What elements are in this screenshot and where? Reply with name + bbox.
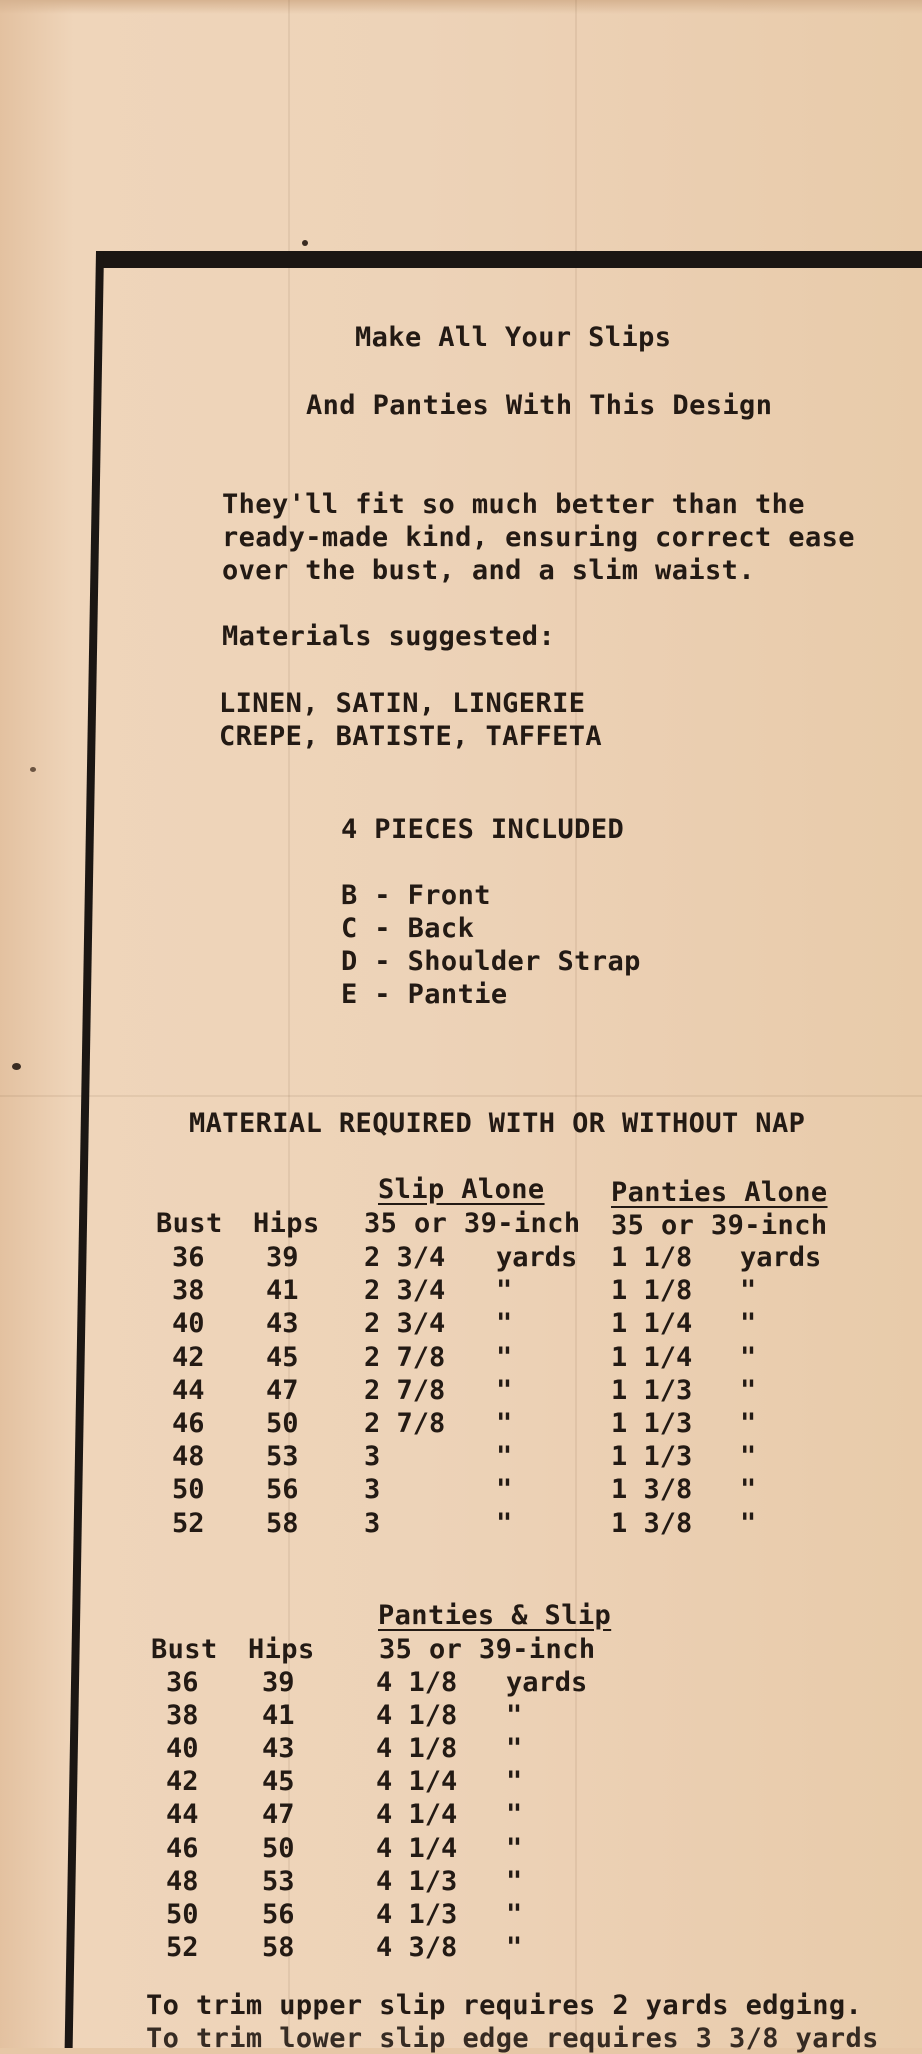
paper-speck [30, 767, 36, 772]
cell-yards: 4 3/8 [376, 1931, 458, 1963]
cell-yards: 4 1/8 [376, 1700, 458, 1732]
title-line-2: And Panties With This Design [306, 390, 773, 421]
cell-unit: " [506, 1865, 523, 1897]
piece-item: C - Back [341, 913, 475, 944]
cell-bust: 44 [166, 1799, 199, 1831]
cell-bust: 46 [166, 1832, 199, 1864]
cell-hips: 56 [266, 1474, 299, 1506]
cell-panties-unit: " [740, 1341, 757, 1373]
cell-yards: 4 1/8 [376, 1667, 458, 1698]
cell-slip-yards: 3 [364, 1507, 381, 1539]
footer-line-1: To trim upper slip requires 2 yards edging. [146, 1990, 863, 2021]
cell-bust: 52 [172, 1507, 205, 1539]
title-line-1: Make All Your Slips [355, 322, 672, 353]
cell-panties-yards: 1 1/8 [611, 1275, 693, 1307]
cell-yards: 4 1/3 [376, 1865, 458, 1897]
cell-hips: 41 [266, 1275, 299, 1307]
cell-bust: 36 [166, 1667, 199, 1698]
cell-slip-unit: " [496, 1408, 513, 1439]
cell-bust: 46 [172, 1408, 205, 1439]
cell-slip-unit: " [496, 1507, 513, 1539]
paper-speck [12, 1063, 21, 1070]
cell-hips: 43 [266, 1308, 299, 1340]
cell-hips: 43 [262, 1733, 295, 1765]
cell-yards: 4 1/4 [376, 1766, 458, 1798]
material-required-heading: MATERIAL REQUIRED WITH OR WITHOUT NAP [189, 1108, 806, 1139]
cell-panties-yards: 1 1/4 [611, 1341, 693, 1373]
cell-slip-yards: 2 3/4 [364, 1308, 446, 1340]
cell-slip-unit: " [496, 1341, 513, 1373]
cell-unit: " [506, 1931, 523, 1963]
cell-hips: 50 [266, 1408, 299, 1439]
cell-unit: " [506, 1700, 523, 1732]
cell-hips: 50 [262, 1832, 295, 1864]
cell-slip-unit: " [496, 1308, 513, 1340]
intro-line-3: over the bust, and a slim waist. [222, 555, 755, 586]
cell-hips: 53 [266, 1441, 299, 1473]
footer-line-2: To trim lower slip edge requires 3 3/8 yards [146, 2023, 879, 2054]
cell-panties-yards: 1 3/8 [611, 1507, 693, 1539]
materials-line-2: CREPE, BATISTE, TAFFETA [219, 721, 603, 752]
panties-and-slip-heading: Panties & Slip [378, 1600, 612, 1631]
cell-slip-yards: 2 7/8 [364, 1374, 446, 1406]
cell-bust: 50 [172, 1474, 205, 1506]
piece-item: B - Front [341, 880, 491, 911]
slip-alone-heading: Slip Alone [378, 1174, 545, 1205]
cell-panties-unit: " [740, 1441, 757, 1473]
cell-panties-yards: 1 1/3 [611, 1441, 693, 1473]
cell-bust: 42 [172, 1341, 205, 1373]
paper-speck [302, 240, 308, 246]
cell-hips: 39 [262, 1667, 295, 1698]
cell-panties-unit: " [740, 1507, 757, 1539]
cell-bust: 42 [166, 1766, 199, 1798]
materials-line-1: LINEN, SATIN, LINGERIE [219, 688, 586, 719]
cell-slip-unit: " [496, 1374, 513, 1406]
cell-hips: 47 [262, 1799, 295, 1831]
cell-slip-yards: 3 [364, 1441, 381, 1473]
cell-hips: 39 [266, 1242, 299, 1273]
cell-panties-unit: " [740, 1308, 757, 1340]
cell-panties-unit: " [740, 1275, 757, 1307]
cell-hips: 53 [262, 1865, 295, 1897]
cell-hips: 45 [266, 1341, 299, 1373]
cell-panties-yards: 1 1/4 [611, 1308, 693, 1340]
cell-slip-unit: yards [496, 1242, 578, 1273]
cell-hips: 58 [262, 1931, 295, 1963]
col-hips: Hips [253, 1208, 320, 1239]
border-rule-left [65, 251, 104, 2048]
col-panties-width: 35 or 39-inch [611, 1210, 828, 1241]
cell-bust: 38 [172, 1275, 205, 1307]
cell-yards: 4 1/4 [376, 1799, 458, 1831]
cell-bust: 36 [172, 1242, 205, 1273]
col-hips: Hips [248, 1634, 315, 1665]
cell-panties-unit: yards [740, 1242, 822, 1273]
cell-slip-unit: " [496, 1275, 513, 1307]
materials-label: Materials suggested: [222, 621, 556, 652]
border-rule-top [100, 251, 922, 268]
cell-bust: 50 [166, 1898, 199, 1930]
cell-bust: 40 [172, 1308, 205, 1340]
cell-hips: 41 [262, 1700, 295, 1732]
fold-crease [0, 1095, 922, 1097]
cell-panties-yards: 1 1/8 [611, 1242, 693, 1273]
cell-yards: 4 1/4 [376, 1832, 458, 1864]
cell-bust: 40 [166, 1733, 199, 1765]
cell-slip-yards: 2 3/4 [364, 1275, 446, 1307]
cell-panties-yards: 1 1/3 [611, 1408, 693, 1439]
cell-unit: " [506, 1799, 523, 1831]
cell-panties-yards: 1 1/3 [611, 1374, 693, 1406]
cell-unit: yards [506, 1667, 588, 1698]
cell-hips: 45 [262, 1766, 295, 1798]
cell-hips: 47 [266, 1374, 299, 1406]
cell-slip-yards: 2 3/4 [364, 1242, 446, 1273]
col-width: 35 or 39-inch [379, 1634, 596, 1665]
cell-panties-unit: " [740, 1374, 757, 1406]
cell-bust: 52 [166, 1931, 199, 1963]
cell-hips: 56 [262, 1898, 295, 1930]
cell-panties-yards: 1 3/8 [611, 1474, 693, 1506]
col-bust: Bust [151, 1634, 218, 1665]
col-slip-width: 35 or 39-inch [364, 1208, 581, 1239]
cell-bust: 48 [172, 1441, 205, 1473]
cell-slip-yards: 2 7/8 [364, 1341, 446, 1373]
paper-top-edge [0, 0, 922, 14]
col-bust: Bust [156, 1208, 223, 1239]
cell-panties-unit: " [740, 1408, 757, 1439]
cell-panties-unit: " [740, 1474, 757, 1506]
cell-slip-unit: " [496, 1474, 513, 1506]
cell-bust: 48 [166, 1865, 199, 1897]
piece-item: D - Shoulder Strap [341, 946, 641, 977]
cell-slip-yards: 2 7/8 [364, 1408, 446, 1439]
pieces-heading: 4 PIECES INCLUDED [341, 814, 625, 845]
panties-alone-heading: Panties Alone [611, 1177, 828, 1208]
intro-line-1: They'll fit so much better than the [222, 489, 805, 520]
cell-unit: " [506, 1832, 523, 1864]
cell-unit: " [506, 1733, 523, 1765]
cell-unit: " [506, 1766, 523, 1798]
cell-slip-unit: " [496, 1441, 513, 1473]
piece-item: E - Pantie [341, 979, 508, 1010]
cell-unit: " [506, 1898, 523, 1930]
cell-yards: 4 1/3 [376, 1898, 458, 1930]
cell-bust: 44 [172, 1374, 205, 1406]
fold-crease [575, 0, 577, 2048]
cell-yards: 4 1/8 [376, 1733, 458, 1765]
intro-line-2: ready-made kind, ensuring correct ease [222, 522, 855, 553]
cell-slip-yards: 3 [364, 1474, 381, 1506]
cell-bust: 38 [166, 1700, 199, 1732]
cell-hips: 58 [266, 1507, 299, 1539]
